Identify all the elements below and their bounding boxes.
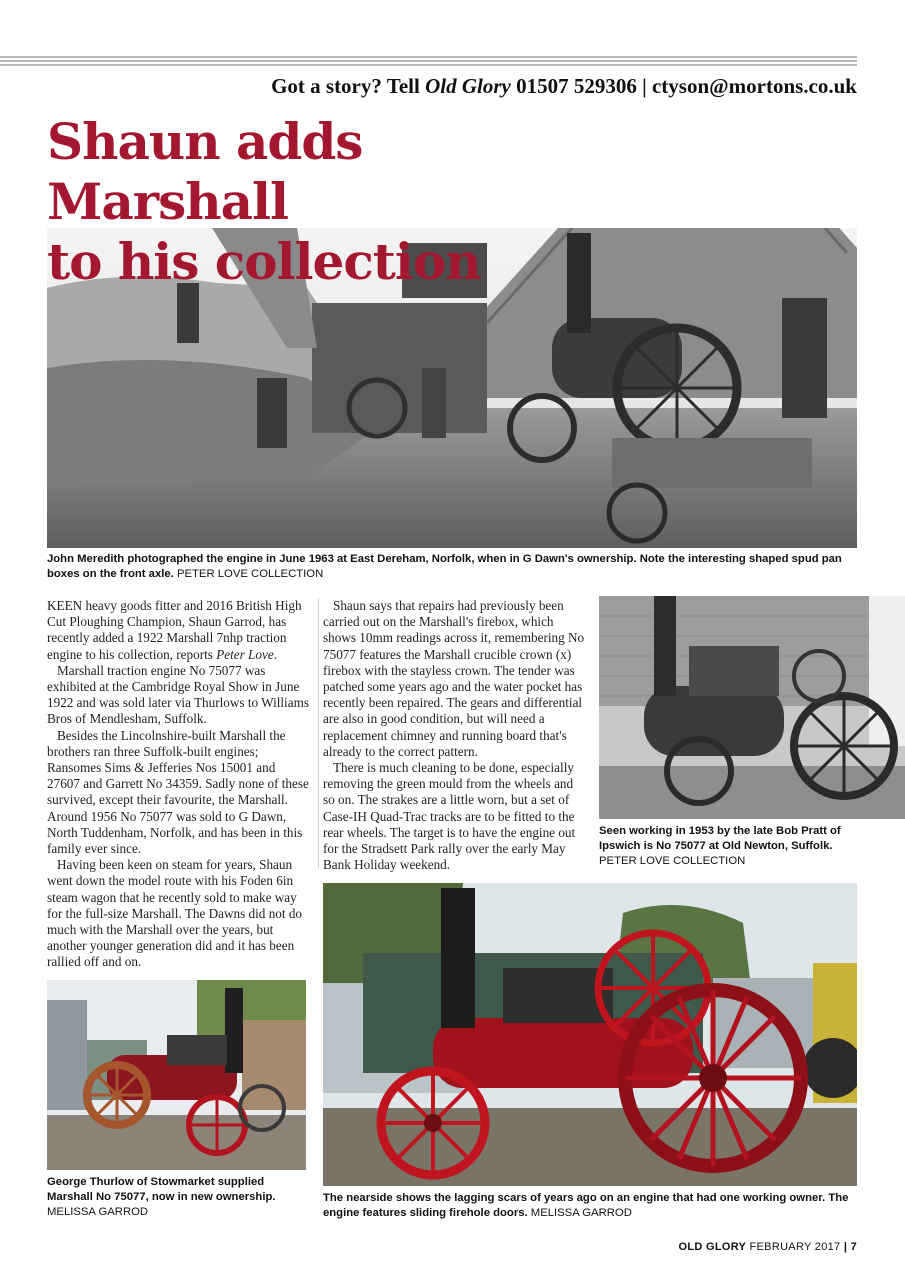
body-column-1 — [47, 598, 310, 971]
strap-contact: 01507 529306 | ctyson@mortons.co.uk — [516, 74, 857, 98]
strap-magazine: Old Glory — [425, 74, 511, 98]
caption-text: John Meredith photographed the engine in June 1963 at East Dereham, Norfolk, when in G Dawn's ownership. Note the interesting shaped spud pan boxes on the front axle. — [47, 553, 842, 580]
paragraph: Besides the Lincolnshire-built Marshall the brothers ran three Suffolk-built engines; Ransomes Sims & Jefferies Nos 15001 and 27607 and Garrett No 34359. Sadly none of these survived, except their favourite, the Marshall. Around 1956 No 75077 was sold to G Dawn, North Tuddenham, Norfolk, and has been in this family ever since. — [47, 727, 309, 857]
paragraph: KEEN heavy goods fitter and 2016 British High Cut Ploughing Champion, Shaun Garrod, has recently added a 1922 Marshall 7nhp traction engine to his collection, reports Peter Love. — [47, 598, 302, 662]
column-divider — [318, 598, 319, 868]
contact-strap — [271, 74, 857, 99]
side-photo-caption — [599, 824, 859, 869]
footer-magazine: OLD GLORY — [678, 1241, 747, 1253]
caption-text: George Thurlow of Stowmarket supplied Marshall No 75077, now in new ownership. — [47, 1176, 276, 1203]
body-column-2 — [323, 598, 588, 873]
small-photo-caption — [47, 1175, 309, 1220]
headline — [47, 112, 607, 292]
main-photo-caption — [47, 552, 857, 582]
headline-line-2: to his collection — [47, 232, 481, 291]
paragraph: There is much cleaning to be done, especially removing the green mould from the wheels and so on. The strakes are a little worn, but a set of Case-IH Quad-Trac tracks are to be fitted to the rear wheels. The target is to have the engine out for the Stradsett Park rally over the early May Bank Holiday weekend. — [323, 760, 576, 873]
headline-line-1: Shaun adds Marshall — [47, 112, 363, 231]
page-footer: OLD GLORY FEBRUARY 2017 | 7 — [678, 1241, 857, 1253]
side-photo-1953 — [599, 596, 905, 819]
caption-credit: MELISSA GARROD — [47, 1206, 149, 1218]
caption-text: The nearside shows the lagging scars of years ago on an engine that had one working owner. The engine features sliding firehole doors. — [323, 1192, 849, 1219]
caption-credit: PETER LOVE COLLECTION — [176, 568, 324, 580]
top-rule — [0, 56, 857, 68]
small-photo-thurlow — [47, 980, 306, 1170]
caption-credit: MELISSA GARROD — [530, 1207, 632, 1219]
large-photo-caption — [323, 1191, 857, 1221]
paragraph: Marshall traction engine No 75077 was exhibited at the Cambridge Royal Show in June 1922 and was sold later via Thurlows to Williams Bros of Mendlesham, Suffolk. — [47, 662, 309, 727]
strap-prefix: Got a story? Tell — [271, 74, 420, 98]
paragraph: Shaun says that repairs had previously been carried out on the Marshall's firebox, which shows 10mm readings across it, remembering No 75077 features the Marshall crucible crown (x) firebox with the stayless crown. The tender was patched some years ago and the water pocket has recently been repaired. The gears and differential are also in good condition, but will need a replacement chimney and running board that's already to the correct pattern. — [323, 598, 585, 759]
page-number: 7 — [850, 1241, 857, 1253]
large-photo-nearside — [323, 883, 857, 1186]
caption-text: Seen working in 1953 by the late Bob Pratt of Ipswich is No 75077 at Old Newton, Suffolk. — [599, 825, 841, 852]
caption-credit: PETER LOVE COLLECTION — [599, 855, 746, 867]
byline: Peter Love — [216, 646, 274, 662]
paragraph: Having been keen on steam for years, Shaun went down the model route with his Foden 6in steam wagon that he recently sold to make way for the full-size Marshall. The Dawns did not do much with the Marshall over the years, but another younger generation did and it has been rallied off and on. — [47, 857, 303, 970]
footer-issue: FEBRUARY 2017 — [749, 1241, 841, 1253]
